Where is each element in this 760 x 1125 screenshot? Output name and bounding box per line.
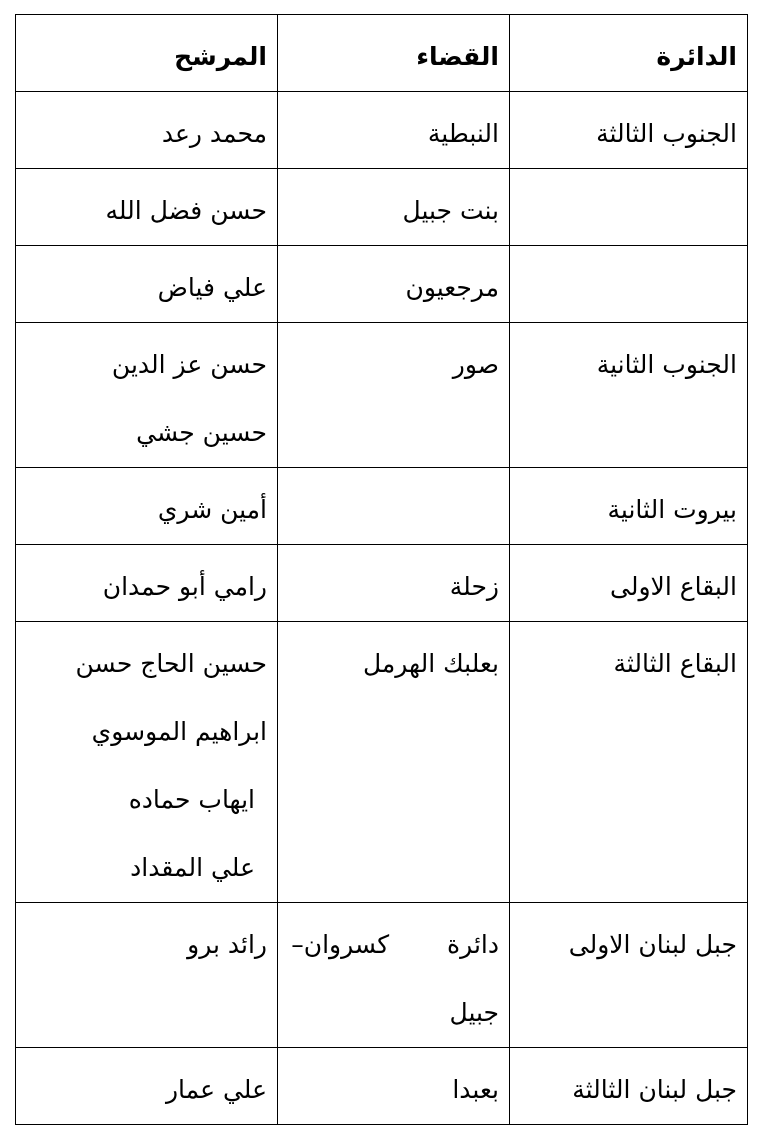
table-row: [16, 545, 748, 622]
table-row: [16, 92, 748, 169]
district-cell: البقاع الثالثة: [510, 622, 748, 903]
qada-cell: صور: [278, 323, 510, 468]
candidate-cell: [16, 545, 278, 622]
qada-cell: زحلة: [278, 545, 510, 622]
candidate-name: حسين الحاج حسن: [75, 649, 267, 678]
candidate-cell: [16, 92, 278, 169]
district-cell: الجنوب الثالثة: [510, 92, 748, 169]
district-cell: [510, 246, 748, 323]
district-cell: الجنوب الثانية: [510, 323, 748, 468]
header-district: الدائرة: [510, 15, 748, 92]
candidates-table: [15, 14, 748, 1125]
qada-cell: النبطية: [278, 92, 510, 169]
candidate-cell: [16, 169, 278, 246]
qada-line: دائرة كسروان–: [291, 930, 499, 959]
district-cell: بيروت الثانية: [510, 468, 748, 545]
candidate-name: رائد برو: [187, 930, 267, 959]
candidate-name: ابراهيم الموسوي: [91, 717, 267, 746]
candidate-cell: [16, 246, 278, 323]
qada-cell: مرجعيون: [278, 246, 510, 323]
district-cell: جبل لبنان الاولى: [510, 903, 748, 1048]
candidate-name: علي فياض: [157, 273, 267, 302]
district-cell: [510, 169, 748, 246]
qada-cell: [278, 468, 510, 545]
qada-cell: بعبدا: [278, 1048, 510, 1125]
candidate-name: علي المقداد: [130, 853, 255, 882]
candidate-name: أمين شري: [157, 495, 267, 524]
table-row: [16, 903, 748, 1048]
qada-cell: بعلبك الهرمل: [278, 622, 510, 903]
candidate-name: علي عمار: [165, 1075, 267, 1104]
table-row: [16, 323, 748, 468]
header-candidate: المرشح: [16, 15, 278, 92]
qada-cell: بنت جبيل: [278, 169, 510, 246]
candidate-cell: [16, 903, 278, 1048]
candidate-name: حسن فضل الله: [105, 196, 267, 225]
district-cell: البقاع الاولى: [510, 545, 748, 622]
candidate-name: رامي أبو حمدان: [102, 572, 267, 601]
candidate-name: ايهاب حماده: [128, 785, 255, 814]
table-row: [16, 468, 748, 545]
qada-cell: [278, 903, 510, 1048]
candidate-cell: [16, 468, 278, 545]
table-row: [16, 246, 748, 323]
candidate-cell: [16, 1048, 278, 1125]
candidate-name: حسين جشي: [136, 418, 267, 447]
header-qada: القضاء: [278, 15, 510, 92]
table-row: [16, 622, 748, 903]
qada-line: جبيل: [449, 998, 499, 1027]
candidate-cell: [16, 622, 278, 903]
table-row: [16, 1048, 748, 1125]
candidate-name: حسن عز الدين: [111, 350, 267, 379]
candidate-name: محمد رعد: [161, 119, 267, 148]
district-cell: جبل لبنان الثالثة: [510, 1048, 748, 1125]
table-header-row: [16, 15, 748, 92]
table-row: [16, 169, 748, 246]
candidate-cell: [16, 323, 278, 468]
